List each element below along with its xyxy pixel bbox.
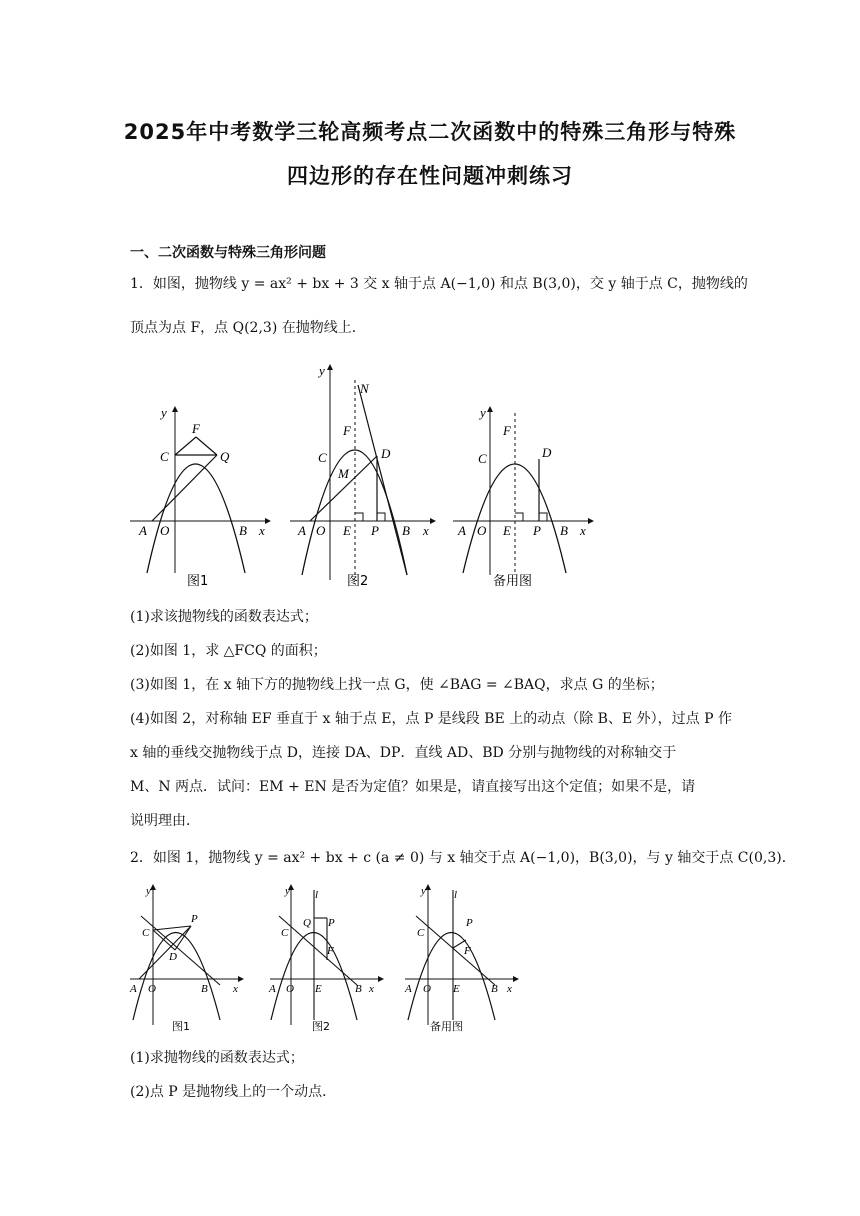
label-m: M bbox=[338, 466, 349, 481]
label-p: P bbox=[533, 523, 541, 538]
label-b: B bbox=[201, 983, 208, 995]
label-p: P bbox=[371, 523, 379, 538]
label-c: C bbox=[417, 927, 425, 939]
label-q: Q bbox=[303, 917, 311, 929]
label-a: A bbox=[298, 523, 306, 538]
label-o: O bbox=[477, 523, 487, 538]
label-l: l bbox=[454, 889, 458, 901]
q2-figure-1 bbox=[125, 880, 250, 1040]
q1-part3: (3)如图 1，在 x 轴下方的抛物线上找一点 G，使 ∠BAG = ∠BAQ，求点 G 的坐标； bbox=[130, 677, 664, 693]
label-p: P bbox=[191, 913, 198, 925]
label-p: P bbox=[328, 917, 335, 929]
label-o: O bbox=[160, 523, 170, 538]
label-l: l bbox=[315, 889, 319, 901]
label-y: y bbox=[421, 885, 426, 897]
q1-part4-line2: x 轴的垂线交抛物线于点 D，连接 DA、DP．直线 AD、BD 分别与抛物线的对称轴交于 bbox=[130, 745, 677, 761]
label-n: N bbox=[360, 381, 369, 396]
q2-part1: (1)求抛物线的函数表达式； bbox=[130, 1050, 304, 1066]
label-b: B bbox=[355, 983, 362, 995]
q2-figure-3 bbox=[400, 880, 525, 1040]
label-o: O bbox=[423, 983, 431, 995]
label-b: B bbox=[239, 523, 247, 538]
label-c: C bbox=[281, 927, 289, 939]
q2-part2: (2)点 P 是抛物线上的一个动点． bbox=[130, 1084, 337, 1100]
label-c: C bbox=[478, 451, 487, 466]
figure-caption: 图1 bbox=[172, 1020, 190, 1033]
q1-part4-line1: (4)如图 2，对称轴 EF 垂直于 x 轴于点 E，点 P 是线段 BE 上的动点（除 B、E 外），过点 P 作 bbox=[130, 711, 732, 727]
label-b: B bbox=[560, 523, 568, 538]
label-d: D bbox=[169, 951, 177, 963]
label-a: A bbox=[269, 983, 276, 995]
document-title-line2: 四边形的存在性问题冲刺练习 bbox=[287, 164, 573, 188]
figure-caption: 备用图 bbox=[430, 1020, 463, 1033]
label-o: O bbox=[148, 983, 156, 995]
label-o: O bbox=[316, 523, 326, 538]
label-e: E bbox=[343, 523, 351, 538]
label-a: A bbox=[458, 523, 466, 538]
label-b: B bbox=[402, 523, 410, 538]
label-x: x bbox=[259, 523, 265, 538]
label-x: x bbox=[369, 983, 374, 995]
label-o: O bbox=[286, 983, 294, 995]
label-b: B bbox=[491, 983, 498, 995]
label-e: E bbox=[503, 523, 511, 538]
label-y: y bbox=[146, 885, 151, 897]
q1-stem-line1: 1．如图，抛物线 y = ax² + bx + 3 交 x 轴于点 A(−1,0) 和点 B(3,0)，交 y 轴于点 C，抛物线的 bbox=[130, 276, 748, 292]
label-c: C bbox=[142, 927, 150, 939]
label-f: F bbox=[464, 945, 471, 957]
label-y: y bbox=[161, 405, 167, 420]
q1-part4-line3: M、N 两点．试问：EM + EN 是否为定值？如果是，请直接写出这个定值；如果不是，请 bbox=[130, 779, 696, 795]
label-e: E bbox=[315, 983, 322, 995]
figure-caption: 备用图 bbox=[493, 574, 533, 589]
label-x: x bbox=[233, 983, 238, 995]
q1-stem-line2: 顶点为点 F，点 Q(2,3) 在抛物线上． bbox=[130, 320, 366, 336]
label-a: A bbox=[405, 983, 412, 995]
q1-part2: (2)如图 1，求 △FCQ 的面积； bbox=[130, 643, 327, 659]
document-title-line1: 2025年中考数学三轮高频考点二次函数中的特殊三角形与特殊 bbox=[123, 120, 737, 144]
label-c: C bbox=[160, 449, 169, 464]
label-x: x bbox=[423, 523, 429, 538]
figure-caption: 图2 bbox=[347, 574, 369, 589]
q2-stem-line1: 2．如图 1，抛物线 y = ax² + bx + c (a ≠ 0) 与 x 轴交于点 A(−1,0)，B(3,0)，与 y 轴交于点 C(0,3)． bbox=[130, 850, 796, 866]
label-y: y bbox=[285, 885, 290, 897]
label-e: E bbox=[453, 983, 460, 995]
label-f: F bbox=[503, 423, 511, 438]
label-d: D bbox=[542, 445, 552, 460]
label-p: P bbox=[466, 917, 473, 929]
label-d: D bbox=[381, 446, 391, 461]
label-x: x bbox=[580, 523, 586, 538]
figure-caption: 图2 bbox=[312, 1020, 330, 1033]
q2-figure-2 bbox=[265, 880, 390, 1040]
label-a: A bbox=[139, 523, 147, 538]
label-f: F bbox=[327, 945, 334, 957]
q1-part4-line4: 说明理由． bbox=[130, 813, 200, 829]
figure-caption: 图1 bbox=[187, 574, 209, 589]
label-x: x bbox=[507, 983, 512, 995]
q1-figure-1 bbox=[125, 395, 275, 595]
q1-part1: (1)求该抛物线的函数表达式； bbox=[130, 609, 318, 625]
label-c: C bbox=[318, 450, 327, 465]
label-f: F bbox=[343, 423, 351, 438]
label-y: y bbox=[480, 405, 486, 420]
label-q: Q bbox=[220, 449, 230, 464]
q1-figure-3 bbox=[448, 395, 598, 595]
label-f: F bbox=[192, 421, 200, 436]
q1-figure-2 bbox=[285, 360, 440, 595]
section-heading: 一、二次函数与特殊三角形问题 bbox=[130, 245, 326, 261]
label-a: A bbox=[130, 983, 137, 995]
label-y: y bbox=[319, 363, 325, 378]
